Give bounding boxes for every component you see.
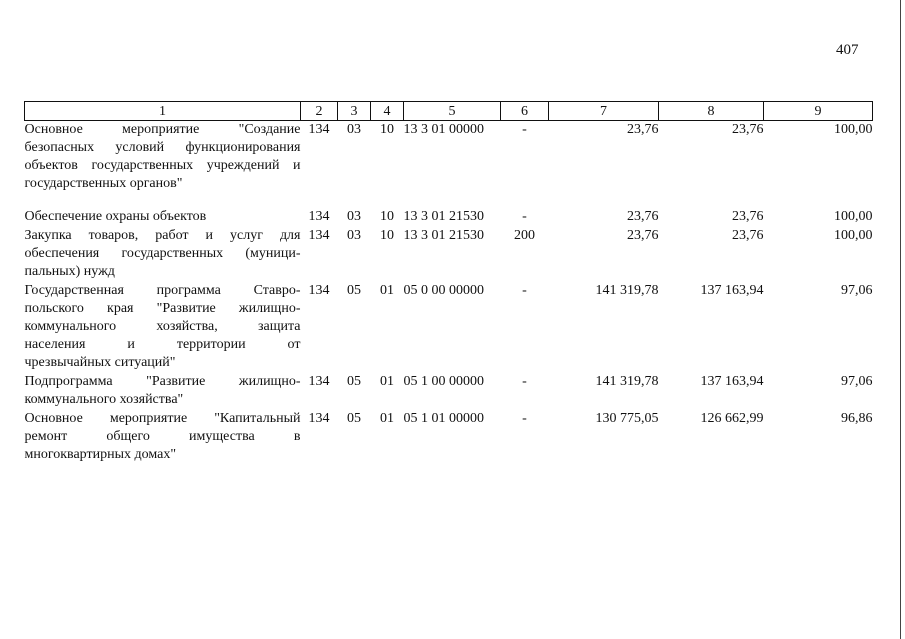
row-name — [25, 208, 301, 227]
cell-section: 03 — [347, 228, 361, 243]
cell-target-code: 05 0 00 00000 — [403, 283, 484, 298]
cell-planned: 130 775,05 — [595, 411, 659, 426]
cell-section: 03 — [347, 122, 361, 137]
cell-planned: 141 319,78 — [595, 283, 659, 298]
cell-section: 05 — [347, 411, 361, 426]
col-header-8: 8 — [659, 102, 764, 121]
cell-executed: 137 163,94 — [700, 283, 764, 298]
row-name — [25, 282, 301, 373]
cell-subsection: 10 — [380, 228, 394, 243]
cell-expense-type: 200 — [514, 228, 535, 243]
cell-percent: 97,06 — [841, 283, 873, 298]
col-header-6: 6 — [501, 102, 549, 121]
cell-target-code: 13 3 01 00000 — [403, 122, 484, 137]
cell-expense-type: - — [522, 374, 527, 389]
header-row — [25, 102, 873, 121]
name-line: Обеспечение охраны объектов — [24, 209, 207, 224]
cell-section: 05 — [347, 283, 361, 298]
name-line: пальных) нужд — [24, 264, 115, 279]
table-row — [25, 373, 873, 410]
name-line: Подпрограмма "Развитие жилищно- — [24, 374, 301, 389]
cell-subsection: 01 — [380, 374, 394, 389]
name-line: коммунального хозяйства" — [24, 392, 184, 407]
cell-ministry: 134 — [308, 374, 330, 389]
col-header-3: 3 — [338, 102, 371, 121]
name-line: Основное мероприятие "Создание — [24, 122, 301, 137]
cell-section: 03 — [347, 209, 361, 224]
name-line: Закупка товаров, работ и услуг для — [24, 228, 301, 243]
cell-expense-type: - — [522, 209, 527, 224]
name-line: безопасных условий функционирования — [24, 140, 301, 155]
col-header-5: 5 — [404, 102, 501, 121]
cell-executed: 23,76 — [732, 122, 764, 137]
cell-percent: 97,06 — [841, 374, 873, 389]
col-header-9: 9 — [764, 102, 873, 121]
cell-executed: 137 163,94 — [700, 374, 764, 389]
cell-ministry: 134 — [308, 209, 330, 224]
budget-table — [24, 101, 873, 465]
row-spacer — [25, 194, 873, 208]
cell-planned: 23,76 — [627, 209, 659, 224]
table-row — [25, 410, 873, 465]
cell-expense-type: - — [522, 283, 527, 298]
cell-planned: 141 319,78 — [595, 374, 659, 389]
cell-subsection: 01 — [380, 283, 394, 298]
cell-subsection: 01 — [380, 411, 394, 426]
cell-target-code: 05 1 00 00000 — [403, 374, 484, 389]
cell-target-code: 13 3 01 21530 — [403, 228, 484, 243]
cell-target-code: 13 3 01 21530 — [403, 209, 484, 224]
cell-executed: 23,76 — [732, 209, 764, 224]
col-header-1: 1 — [25, 102, 301, 121]
cell-executed: 23,76 — [732, 228, 764, 243]
cell-planned: 23,76 — [627, 228, 659, 243]
name-line: Основное мероприятие "Капитальный — [24, 411, 301, 426]
name-line: Государственная программа Ставро- — [24, 283, 301, 298]
name-line: государственных органов" — [24, 176, 183, 191]
name-line: населения и территории от — [24, 337, 301, 352]
cell-target-code: 05 1 01 00000 — [403, 411, 484, 426]
name-line: коммунального хозяйства, защита — [24, 319, 301, 334]
row-name — [25, 227, 301, 282]
cell-subsection: 10 — [380, 209, 394, 224]
page-number: 407 — [836, 42, 859, 58]
cell-percent: 96,86 — [841, 411, 873, 426]
name-line: польского края "Развитие жилищно- — [24, 301, 301, 316]
name-line: объектов государственных учреждений и — [24, 158, 301, 173]
cell-subsection: 10 — [380, 122, 394, 137]
table-row — [25, 282, 873, 373]
table-row — [25, 208, 873, 227]
name-line: многоквартирных домах" — [24, 447, 177, 462]
cell-expense-type: - — [522, 411, 527, 426]
cell-ministry: 134 — [308, 411, 330, 426]
row-name — [25, 410, 301, 465]
cell-ministry: 134 — [308, 122, 330, 137]
cell-ministry: 134 — [308, 228, 330, 243]
table-row — [25, 227, 873, 282]
col-header-7: 7 — [549, 102, 659, 121]
col-header-2: 2 — [301, 102, 338, 121]
cell-section: 05 — [347, 374, 361, 389]
cell-planned: 23,76 — [627, 122, 659, 137]
page-edge-line — [900, 0, 901, 639]
cell-percent: 100,00 — [834, 228, 873, 243]
name-line: ремонт общего имущества в — [24, 429, 301, 444]
cell-expense-type: - — [522, 122, 527, 137]
cell-ministry: 134 — [308, 283, 330, 298]
row-name — [25, 121, 301, 195]
col-header-4: 4 — [371, 102, 404, 121]
row-name — [25, 373, 301, 410]
table-row — [25, 121, 873, 195]
cell-executed: 126 662,99 — [700, 411, 764, 426]
name-line: чрезвычайных ситуаций" — [24, 355, 176, 370]
name-line: обеспечения государственных (муници- — [24, 246, 301, 261]
cell-percent: 100,00 — [834, 209, 873, 224]
cell-percent: 100,00 — [834, 122, 873, 137]
